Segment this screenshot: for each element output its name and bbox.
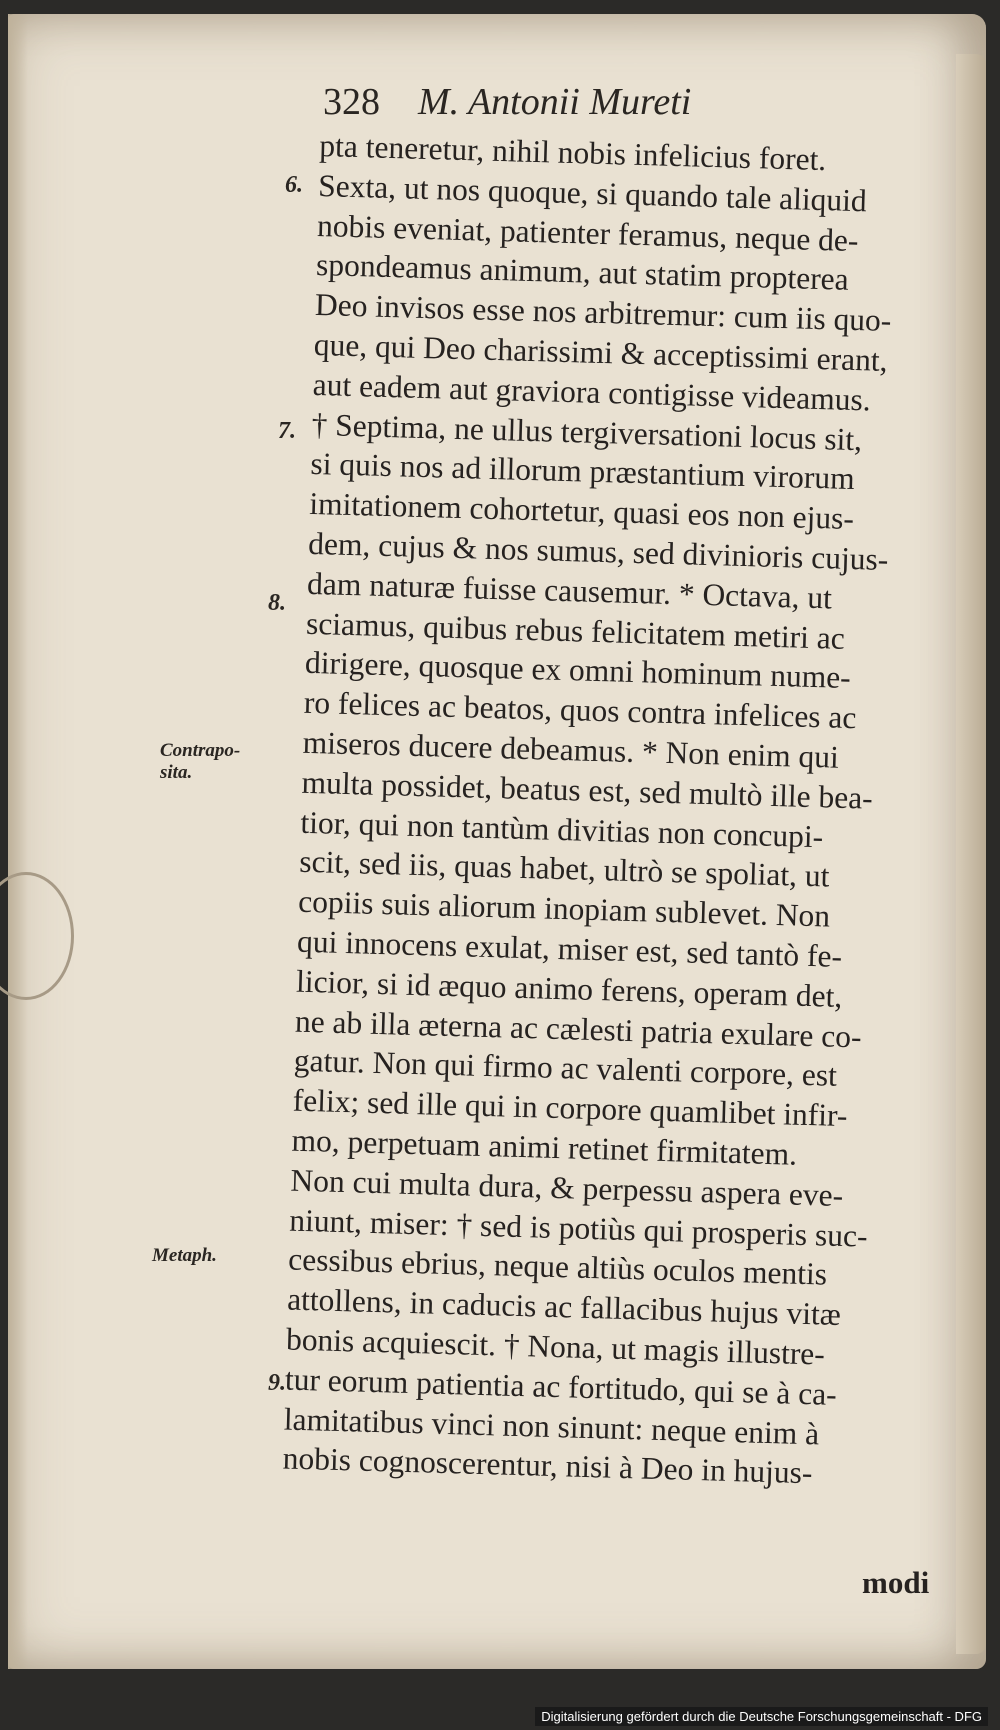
running-title: M. Antonii Mureti <box>418 81 692 123</box>
text-line: tior, qui non tantùm divitias non concupi- <box>300 804 824 854</box>
text-line: sciamus, quibus rebus felicitatem metiri ac <box>305 605 846 656</box>
text-line: dem, cujus & nos sumus, sed divinioris cujus- <box>307 525 889 577</box>
text-line: dam naturæ fuisse causemur. * Octava, ut <box>306 565 833 616</box>
text-line: felix; sed ille qui in corpore quamlibet infir- <box>292 1082 848 1134</box>
text-line: ro felices ac beatos, quos contra infelices ac <box>303 684 857 736</box>
text-line: lamitatibus vinci non sinunt: neque enim à <box>283 1401 820 1451</box>
text-line: dirigere, quosque ex omni hominum nume- <box>304 645 852 696</box>
text-line: gatur. Non qui firmo ac valenti corpore, est <box>293 1042 838 1094</box>
text-line: aut eadem aut graviora contigisse videamus. <box>312 366 872 418</box>
text-line: † Septima, ne ullus tergiversationi locus sit, <box>311 406 863 457</box>
text-line: niunt, miser: † sed is potiùs qui prosperis suc- <box>288 1202 869 1254</box>
margin-note-metaph: Metaph. <box>152 1245 217 1266</box>
text-line: imitationem cohortetur, quasi eos non ejus- <box>308 486 855 537</box>
text-line: mo, perpetuam animi retinet firmitatem. <box>291 1122 798 1172</box>
text-line: pta teneretur, nihil nobis infelicius foret. <box>318 127 827 178</box>
text-line: cessibus ebrius, neque altiùs oculos mentis <box>287 1241 828 1292</box>
text-line: tur eorum patientia ac fortitudo, qui se à ca- <box>284 1361 838 1412</box>
clasp-ring-mark <box>0 872 74 1000</box>
text-line: spondeamus animum, aut statim propterea <box>315 247 850 298</box>
catchword: modi <box>862 1565 930 1600</box>
text-line: scit, sed iis, quas habet, ultrò se spoliat, ut <box>298 844 830 894</box>
text-line: Non cui multa dura, & perpessu aspera eve- <box>290 1162 844 1213</box>
margin-number-8: 8. <box>268 590 286 616</box>
running-head <box>323 80 943 130</box>
margin-number-6: 6. <box>285 172 303 198</box>
margin-note-contraposita: Contrapo- sita. <box>160 740 241 783</box>
text-line: nobis eveniat, patienter feramus, neque de- <box>316 207 859 258</box>
text-line: copiis suis aliorum inopiam sublevet. Non <box>297 883 831 934</box>
text-line: multa possidet, beatus est, sed multò ille bea- <box>301 764 874 816</box>
text-line: attollens, in caducis ac fallacibus hujus vitæ <box>286 1281 842 1333</box>
page-gutter <box>8 14 28 1669</box>
text-line: licior, si id æquo animo ferens, operam det, <box>295 963 843 1014</box>
text-line: bonis acquiescit. † Nona, ut magis illustre- <box>285 1321 826 1372</box>
text-line: si quis nos ad illorum præstantium virorum <box>310 446 856 497</box>
text-line: nobis cognoscerentur, nisi à Deo in hujus- <box>282 1440 813 1491</box>
page-number: 328 <box>323 81 380 123</box>
text-line: Deo invisos esse nos arbitremur: cum iis quo- <box>314 287 892 339</box>
text-line: miseros ducere debeamus. * Non enim qui <box>302 724 840 775</box>
text-line: qui innocens exulat, miser est, sed tantò fe- <box>296 923 843 974</box>
text-line: que, qui Deo charissimi & acceptissimi erant, <box>313 326 889 378</box>
body-text <box>282 126 960 1496</box>
text-line: Sexta, ut nos quoque, si quando tale aliquid <box>317 167 868 219</box>
digitization-credit: Digitalisierung gefördert durch die Deutsche Forschungsgemeinschaft - DFG <box>535 1707 988 1726</box>
text-line: ne ab illa æterna ac cælesti patria exulare co- <box>294 1003 863 1054</box>
margin-number-9: 9. <box>268 1370 286 1396</box>
margin-number-7: 7. <box>278 418 296 444</box>
page-edge <box>956 54 986 1654</box>
